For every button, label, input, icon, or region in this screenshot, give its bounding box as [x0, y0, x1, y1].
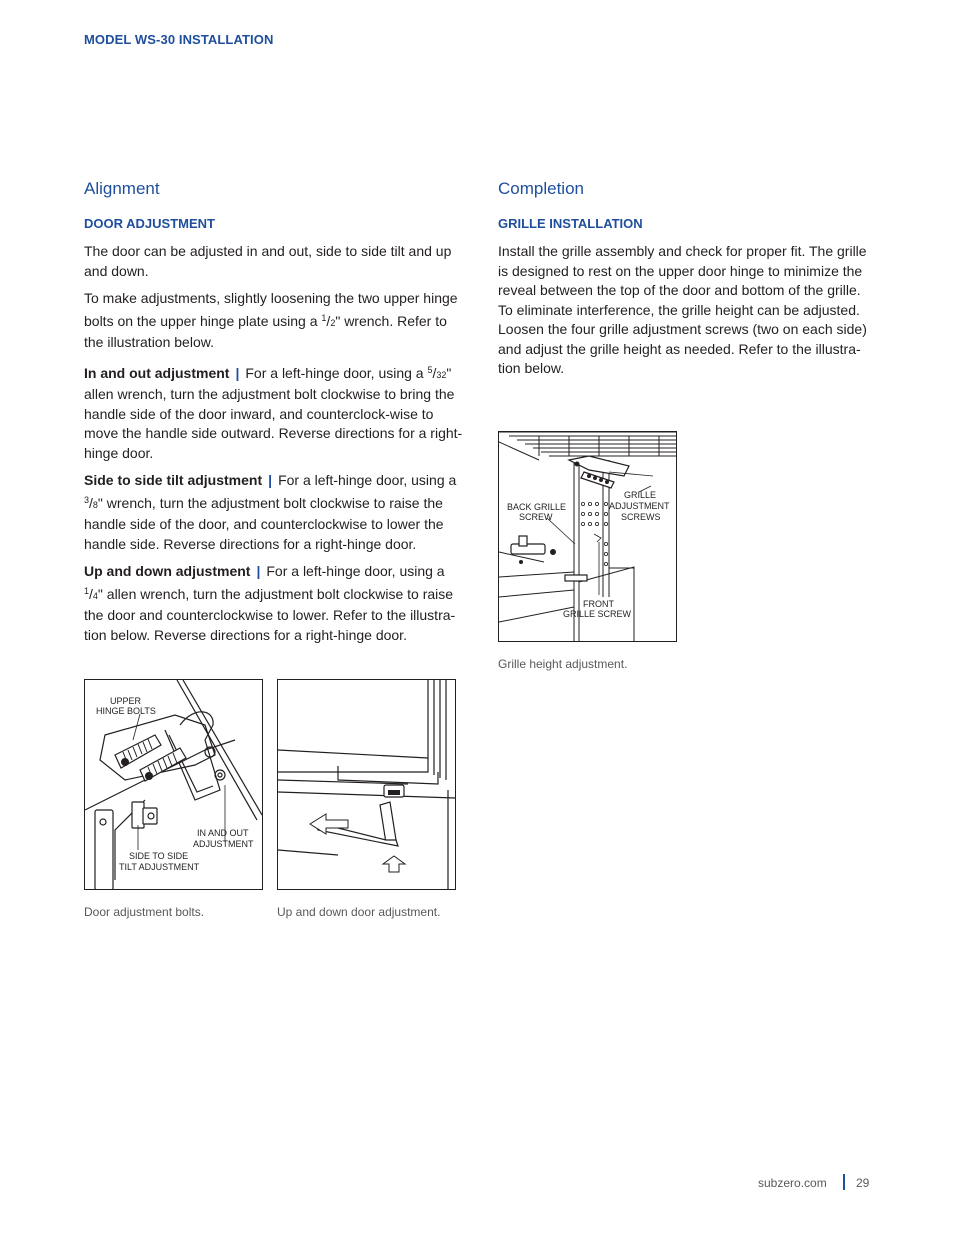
- label-side-tilt: Side to side tilt adjustment: [84, 472, 263, 488]
- paragraph-intro: The door can be adjusted in and out, side to side tilt and up and down.: [84, 243, 452, 279]
- allen-wrench-illustration: [278, 680, 455, 889]
- grille-illustration: [499, 432, 676, 641]
- label-side-to-side: SIDE TO SIDE: [129, 851, 189, 861]
- hinge-illustration: [85, 680, 262, 889]
- label-front-grille-screw: GRILLE SCREW: [563, 609, 632, 619]
- label-back-screw: SCREW: [519, 512, 553, 522]
- label-upper: UPPER: [110, 696, 142, 706]
- caption-door-adjustment-bolts: Door adjustment bolts.: [84, 905, 205, 919]
- subheading-grille-installation: GRILLE INSTALLATION: [498, 216, 643, 231]
- caption-grille-height-adjustment: Grille height adjustment.: [498, 657, 628, 671]
- label-back-grille: BACK GRILLE: [507, 502, 567, 512]
- left-body-text: [84, 242, 466, 645]
- paragraph-side-tilt: Side to side tilt adjustment | For a left-hinge door, using a $^3$/8" wrench, turn the adjustment bolt clockwise to raise the handle side of the door, and counterclockwise to lower the handle side. Reverse directions for a right-hinge door.: [84, 472, 457, 552]
- label-hinge-bolts: HINGE BOLTS: [96, 706, 156, 716]
- label-tilt-adjustment: TILT ADJUSTMENT: [119, 862, 200, 872]
- label-grille-adjustment: ADJUSTMENT: [609, 501, 670, 511]
- subheading-door-adjustment: DOOR ADJUSTMENT: [84, 216, 215, 231]
- figure-grille-height-adjustment: [498, 431, 677, 642]
- figure-up-down-adjustment: [277, 679, 456, 890]
- label-up-down: Up and down adjustment: [84, 563, 251, 579]
- paragraph-in-out: In and out adjustment | For a left-hinge door, using a $^5$/32" allen wrench, turn the adjustment bolt clockwise to bring the handle side of the door inward, and counterclock-wise to move the handle side outward. Reverse directions for a right-hinge door.: [84, 364, 463, 461]
- footer-site-link[interactable]: subzero.com: [758, 1176, 827, 1190]
- label-in-and-out: IN AND OUT: [197, 828, 249, 838]
- figure-door-adjustment-bolts: [84, 679, 263, 890]
- label-grille: GRILLE: [624, 490, 657, 500]
- page-header: MODEL WS-30 INSTALLATION: [84, 32, 274, 47]
- label-adjustment: ADJUSTMENT: [193, 839, 254, 849]
- label-front: FRONT: [583, 599, 614, 609]
- label-grille-screws: SCREWS: [621, 512, 661, 522]
- label-in-out: In and out adjustment: [84, 364, 230, 381]
- paragraph-make-adjustments: To make adjustments, slightly loosening the two upper hinge bolts on the upper hinge plate using a $^1$/2" wrench. Refer to the illustration below.: [84, 290, 458, 350]
- page-number: 29: [856, 1176, 870, 1190]
- paragraph-up-down: Up and down adjustment | For a left-hinge door, using a $^1$/4" allen wrench, turn the adjustment bolt clockwise to raise the door and counterclockwise to lower. Refer to the illustra-tion below. Reverse directions for a right-hinge door.: [84, 563, 456, 643]
- section-heading-alignment: Alignment: [84, 179, 160, 198]
- caption-up-down-adjustment: Up and down door adjustment.: [277, 905, 441, 919]
- footer-divider: [843, 1174, 845, 1190]
- section-heading-completion: Completion: [498, 179, 584, 198]
- paragraph-grille-installation: Install the grille assembly and check for proper fit. The grille is designed to rest on the upper door hinge to minimize the reveal between the top of the door and bottom of the grille. To eliminate interference, the grille height can be adjusted. Loosen the four grille adjustment screws (two on each side) and adjust the grille height as needed. Refer to the illustra-tion below.: [498, 243, 867, 376]
